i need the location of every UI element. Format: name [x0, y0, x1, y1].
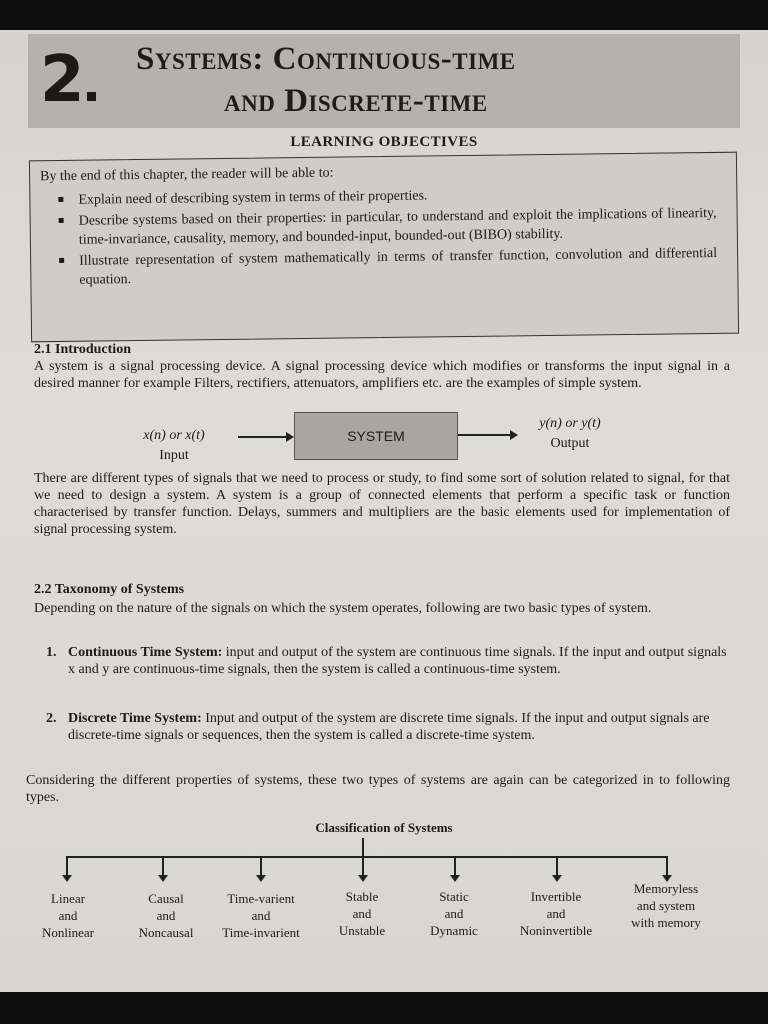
chapter-number: 2	[40, 48, 96, 112]
tree-branch-arrow	[162, 858, 164, 876]
chapter-title-line2: and Discrete-time	[224, 83, 488, 119]
class-causal-noncausal: Causal and Noncausal	[138, 891, 194, 940]
objectives-heading: LEARNING OBJECTIVES	[290, 134, 478, 150]
tree-branch-arrow	[362, 858, 364, 876]
section-heading-taxonomy: 2.2 Taxonomy of Systems	[34, 582, 185, 597]
chapter-header	[28, 34, 740, 128]
classification-title: Classification of Systems	[315, 820, 453, 835]
chapter-title	[136, 38, 736, 122]
diagram-system-box	[294, 412, 458, 460]
taxonomy-paragraph-1: Depending on the nature of the signals on which the system operates, following are two basic types of system.	[34, 601, 652, 616]
tree-branch-arrow	[556, 858, 558, 876]
objective-item: Describe systems based on their properties: in particular, to understand and exploit the implications of linearity, time-invariance, causality, memory, and bounded-input, bounded-out (BIBO) stability.	[57, 204, 717, 250]
intro-paragraph-2: There are different types of signals that we need to process or study, to find some sort of solution related to signal, for that we need to design a system. A system is a group of connected elements that perform a specific task or function characterised by transfer function. Delays, summers and multipliers are the basic elements used for implementation of signal processing system.	[34, 471, 730, 537]
tree-branch-arrow	[666, 858, 668, 876]
chapter-title-line1: Systems: Continuous-time	[136, 41, 516, 77]
tree-branch-arrow	[260, 858, 262, 876]
objectives-intro: By the end of this chapter, the reader will be able to:	[40, 165, 334, 185]
intro-paragraph-1: A system is a signal processing device. A signal processing device which modifies or transforms the input signal in a desired manner for example Filters, rectifiers, attenuators, amplifiers etc. are the examples of simple system.	[34, 359, 730, 391]
diagram-output-arrow	[458, 434, 512, 436]
tree-branch-arrow	[66, 858, 68, 876]
system-type-continuous: 1. Continuous Time System: input and output of the system are continuous time signals. If the input and output signals x and y are continuous-time signals, then the system is called a continuous-time system.	[46, 645, 727, 677]
class-invertible-noninvertible: Invertible and Noninvertible	[519, 889, 593, 938]
system-type-discrete: 2. Discrete Time System: Input and output of the system are discrete time signals. If the input and output signals are discrete-time signals or sequences, then the system is called a discrete-time system.	[46, 711, 710, 743]
diagram-output-signal: y(n) or y(t)	[539, 416, 601, 431]
diagram-system-label: SYSTEM	[347, 428, 405, 444]
objectives-box	[29, 152, 739, 343]
taxonomy-paragraph-2: Considering the different properties of systems, these two types of systems are again can be categorized in to following types.	[26, 773, 730, 805]
tree-branch-arrow	[454, 858, 456, 876]
class-timevarient-timeinvarient: Time-varient and Time-invarient	[222, 891, 300, 940]
tree-stem	[362, 838, 364, 856]
class-static-dynamic: Static and Dynamic	[430, 889, 478, 938]
section-heading-introduction: 2.1 Introduction	[34, 342, 131, 357]
objective-item: Illustrate representation of system mathematically in terms of transfer function, convolution and differential equation.	[57, 244, 717, 290]
diagram-input-signal: x(n) or x(t)	[143, 428, 205, 443]
class-memoryless-memory: Memoryless and system with memory	[631, 881, 701, 930]
book-page	[0, 30, 768, 992]
class-stable-unstable: Stable and Unstable	[338, 889, 386, 938]
diagram-output-label: Output	[550, 436, 590, 451]
objective-item: Explain need of describing system in terms of their properties.	[56, 183, 716, 210]
class-linear-nonlinear: Linear and Nonlinear	[42, 891, 94, 940]
diagram-input-label: Input	[159, 448, 189, 463]
tree-horizontal	[66, 856, 668, 858]
diagram-input-arrow	[238, 436, 288, 438]
objectives-list	[56, 183, 717, 292]
